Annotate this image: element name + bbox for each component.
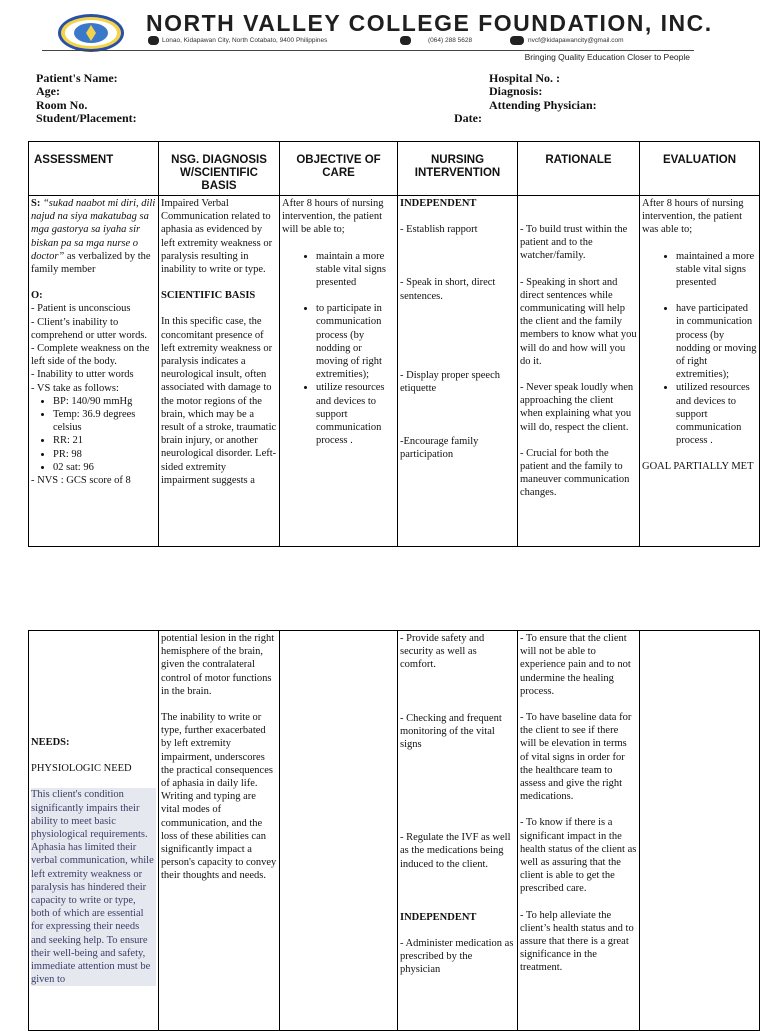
vital-sign-item: • BP: 140/90 mmHg	[53, 395, 156, 408]
objective-list	[282, 250, 395, 448]
phone-icon	[400, 36, 411, 45]
nvs-line: - NVS : GCS score of 8	[31, 475, 131, 487]
assessment-cell	[29, 196, 159, 547]
assessment-line: - VS take as follows:	[31, 382, 119, 394]
rationale-cont-cell	[518, 631, 640, 1031]
intervention-cell	[398, 196, 518, 547]
intervention-title: INDEPENDENT	[400, 198, 477, 209]
intervention-cont-cell	[398, 631, 518, 1031]
goal-status: GOAL PARTIALLY MET	[642, 461, 754, 473]
subjective-label: S:	[31, 198, 41, 209]
col-rationale-header: RATIONALE	[518, 142, 640, 196]
patient-info-left	[36, 72, 137, 126]
location-icon	[148, 36, 159, 45]
objective-item: • maintain a more stable vital signs presented	[316, 250, 395, 290]
attending-physician-label: Attending Physician:	[489, 97, 597, 112]
table-row	[29, 196, 760, 547]
intervention-item: - Establish rapport	[400, 224, 478, 236]
scientific-basis-title: SCIENTIFIC BASIS	[161, 290, 256, 302]
rationale-item: - To help alleviate the client’s health status and to assure that there is a great significance in the treatment.	[520, 909, 634, 974]
vital-sign-item: • 02 sat: 96	[53, 461, 156, 474]
table-row	[29, 631, 760, 1031]
evaluation-cont-cell	[640, 631, 760, 1031]
subjective-source: as verbalized by the family member	[31, 250, 151, 276]
col-intervention-header: NURSING INTERVENTION	[398, 142, 518, 196]
ncp-table-page1	[28, 141, 760, 547]
diagnosis-cont-cell	[159, 631, 280, 1031]
vital-sign-item: • PR: 98	[53, 448, 156, 461]
age-label: Age:	[36, 84, 60, 99]
intervention-title: INDEPENDENT	[400, 911, 477, 923]
room-no-label: Room No.	[36, 97, 88, 112]
evaluation-cell	[640, 196, 760, 547]
intervention-item: -Encourage family participation	[400, 436, 479, 461]
rationale-item: - To ensure that the client will not be able to experience pain and to not undermine the healing process.	[520, 633, 631, 697]
rationale-item: - Crucial for both the patient and the family to maneuver communication changes.	[520, 447, 630, 499]
intervention-item: - Provide safety and security as well as comfort.	[400, 633, 485, 671]
evaluation-item: • maintained a more stable vital signs presented	[676, 250, 757, 290]
col-evaluation-header: EVALUATION	[640, 142, 760, 196]
vital-sign-item: • Temp: 36.9 degrees celsius	[53, 408, 156, 434]
header-divider	[42, 50, 694, 51]
ncp-table-page2	[28, 630, 760, 1031]
needs-cell	[29, 631, 159, 1031]
objective-label: O:	[31, 290, 43, 302]
assessment-line: - Patient is unconscious	[31, 303, 131, 315]
subjective-quote: “sukad naabot mi diri, dili najud na siya makatubag sa mga gastorya sa iyaha sir biskan pa sa mga nurse o doctor”	[31, 198, 156, 262]
letterhead	[42, 4, 713, 62]
intervention-item: - Checking and frequent monitoring of the vital signs	[400, 712, 502, 751]
objective-intro: After 8 hours of nursing intervention, the patient will be able to;	[282, 198, 384, 236]
scientific-basis-text: In this specific case, the concomitant presence of left extremity weakness or paralysis indicates a neurological insult, often associated with damage to the motor regions of the brain, which may be a result of a stroke, traumatic brain injury, or another neurological disorder. Left-sided extremity impairment suggests a	[161, 316, 277, 486]
needs-text: This client's condition significantly impairs their ability to meet basic physiological requirements. Aphasia has limited their verbal communication, while left extremity weakness or paralysis has hindered their capacity to write or type, both of which are essential for expressing their needs and seeking help. To ensure their well-being and safety, immediate attention must be given to	[31, 788, 156, 986]
rationale-item: - To know if there is a significant impact in the health status of the client as well as assuring that the client is able to get the prescribed care.	[520, 817, 637, 895]
evaluation-item: • have participated in communication process (by nodding or moving of right extremities);	[676, 302, 757, 381]
diagnosis-label: Diagnosis:	[489, 84, 543, 99]
rationale-item: - Speaking in short and direct sentences while communicating will help the client and the family members to know what you will do and how will you do it.	[520, 276, 637, 367]
rationale-cell	[518, 196, 640, 547]
evaluation-list	[642, 250, 757, 448]
assessment-line: - Inability to utter words	[31, 369, 134, 381]
objective-item: • utilize resources and devices to support communication process .	[316, 381, 395, 447]
rationale-item: - Never speak loudly when approaching the client when explaining what you will do, respect the client.	[520, 382, 634, 433]
date-label: Date:	[454, 111, 482, 125]
objective-cont-cell	[280, 631, 398, 1031]
needs-type: PHYSIOLOGIC NEED	[31, 763, 132, 775]
evaluation-intro: After 8 hours of nursing intervention, the patient was able to;	[642, 198, 744, 236]
vital-sign-item: • RR: 21	[53, 434, 156, 447]
patient-info-right	[489, 72, 597, 112]
col-objective-header: OBJECTIVE OF CARE	[280, 142, 398, 196]
college-seal-logo	[56, 12, 126, 54]
intervention-item: - Regulate the IVF as well as the medications being induced to the client.	[400, 832, 511, 870]
diagnosis-cell	[159, 196, 280, 547]
nursing-diagnosis-text: Impaired Verbal Communication related to aphasia as evidenced by left extremity weakness or paralysis resulting in inability to write or type.	[161, 198, 273, 276]
phone-text: (064) 288 5628	[428, 37, 473, 44]
intervention-item: - Display proper speech etiquette	[400, 369, 501, 395]
rationale-item: - To have baseline data for the client to see if there will be elevation in terms of vital signs in order for the healthcare team to assess and give the right medications.	[520, 712, 632, 803]
contact-row	[148, 36, 688, 48]
diagnosis-cont-text: potential lesion in the right hemisphere of the brain, given the contralateral control of motor functions in the brain.	[161, 633, 275, 697]
objective-item: • to participate in communication process (by nodding or moving of right extremities);	[316, 302, 395, 381]
intervention-item: - Administer medication as prescribed by the physician	[400, 938, 514, 976]
assessment-line: - Client’s inability to comprehend or utter words.	[31, 316, 148, 341]
needs-title: NEEDS:	[31, 737, 70, 748]
col-assessment-header: ASSESSMENT	[29, 142, 159, 196]
rationale-item: - To build trust within the patient and to the watcher/family.	[520, 224, 628, 262]
diagnosis-cont-text: The inability to write or type, further exacerbated by left extremity impairment, underscores the practical consequences of aphasia in daily life. Writing and typing are vital modes of communication, and the loss of these abilities can significantly impact a person's capacity to convey their thoughts and needs.	[161, 712, 277, 882]
assessment-line: - Complete weakness on the left side of the body.	[31, 343, 150, 368]
intervention-item: - Speak in short, direct sentences.	[400, 277, 496, 302]
hospital-no-label: Hospital No. :	[489, 71, 561, 85]
vital-signs-list	[31, 395, 156, 474]
objective-cell	[280, 196, 398, 547]
tagline: Bringing Quality Education Closer to People	[524, 52, 690, 62]
student-placement-label: Student/Placement:	[36, 111, 137, 126]
email-text: nvcf@kidapawancity@gmail.com	[528, 37, 624, 44]
email-icon	[510, 36, 524, 45]
address-text: Lonao, Kidapawan City, North Cotabato, 9400 Philippines	[162, 37, 328, 44]
college-name: NORTH VALLEY COLLEGE FOUNDATION, INC.	[146, 10, 713, 36]
table-header-row	[29, 142, 760, 196]
col-diagnosis-header: NSG. DIAGNOSIS W/SCIENTIFIC BASIS	[159, 142, 280, 196]
patient-name-label: Patient's Name:	[36, 71, 118, 85]
evaluation-item: • utilized resources and devices to support communication process .	[676, 381, 757, 447]
